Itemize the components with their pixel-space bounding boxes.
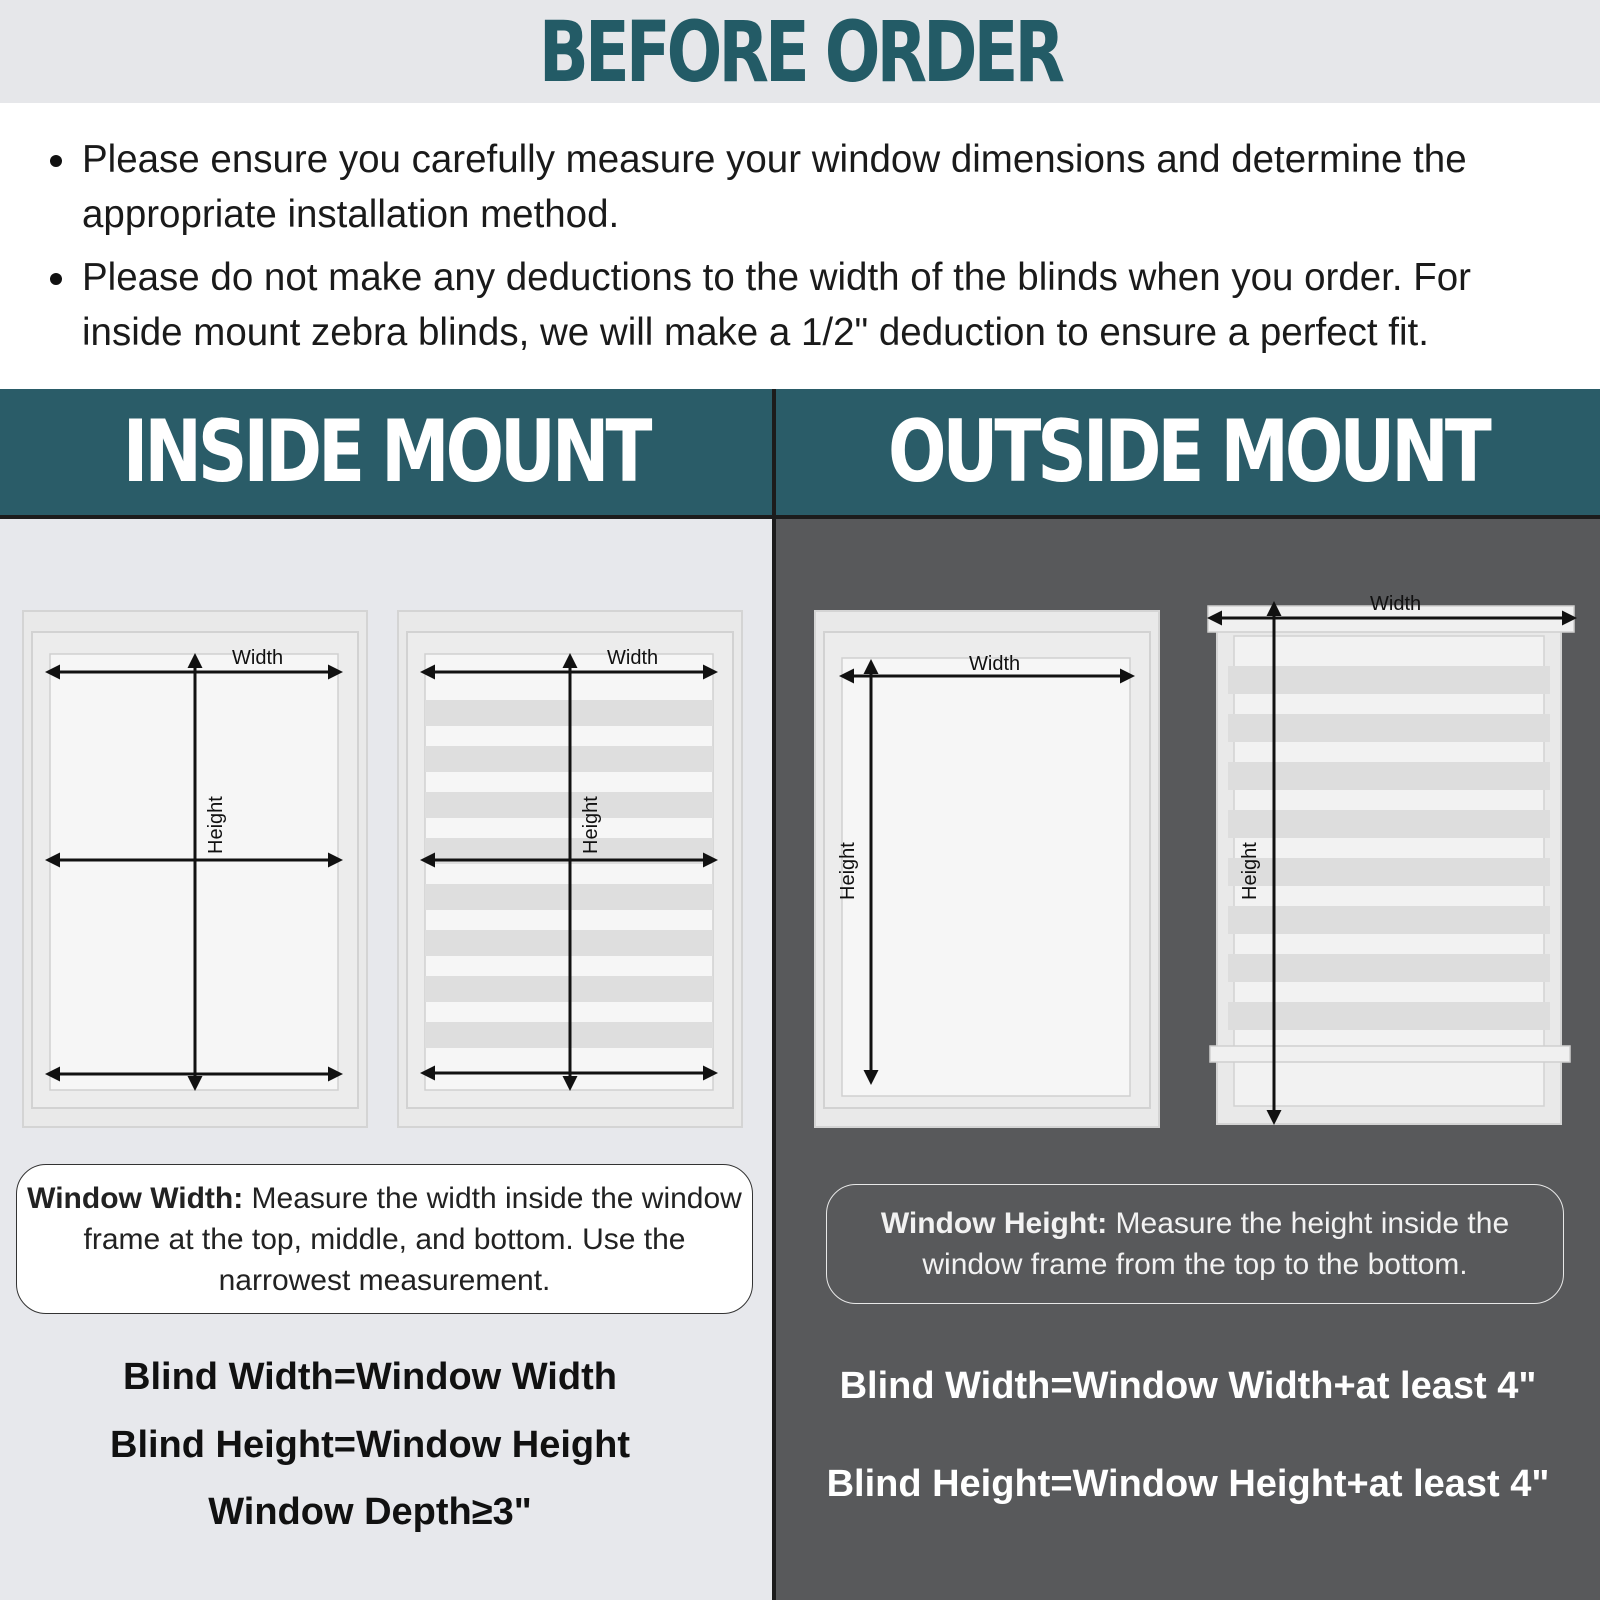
bullet-icon xyxy=(50,273,62,285)
width-label: Width xyxy=(969,653,1021,675)
list-item xyxy=(48,250,1568,360)
blind-slat xyxy=(1228,906,1550,934)
info-text: Measure the height inside the window frame from the top to the bottom. xyxy=(922,1207,1510,1281)
inside-mount-blind-diagram xyxy=(397,610,743,1128)
blind-slat xyxy=(1228,810,1550,838)
info-title: Window Width: xyxy=(27,1181,244,1215)
width-label: Width xyxy=(1370,593,1422,615)
bottom-rail xyxy=(1210,1046,1570,1062)
blind-slat xyxy=(1228,666,1550,694)
inside-mount-window-diagram xyxy=(22,610,368,1128)
blind-width-formula: Blind Width=Window Width xyxy=(123,1356,617,1398)
outside-mount-window-diagram xyxy=(814,610,1160,1128)
note-text: Please ensure you carefully measure your window dimensions and determine the appropriate installation method. xyxy=(82,138,1467,236)
height-label: Height xyxy=(837,842,859,900)
instruction-list xyxy=(48,132,1568,368)
blind-height-formula: Blind Height=Window Height xyxy=(110,1424,630,1466)
width-label: Width xyxy=(232,647,284,669)
blind-width-formula: Blind Width=Window Width+at least 4" xyxy=(839,1365,1537,1407)
info-title: Window Height: xyxy=(880,1207,1108,1240)
window-width-info xyxy=(16,1164,753,1314)
height-label: Height xyxy=(580,796,602,854)
bullet-icon xyxy=(50,155,62,167)
height-label: Height xyxy=(205,796,227,854)
blind-slat xyxy=(1228,762,1550,790)
blind-slat xyxy=(1228,858,1550,886)
blind-height-formula: Blind Height=Window Height+at least 4" xyxy=(826,1463,1550,1505)
window-depth-formula: Window Depth≥3" xyxy=(208,1491,532,1533)
divider xyxy=(0,515,1600,519)
list-item xyxy=(48,132,1568,242)
outside-mount-title: OUTSIDE MOUNT xyxy=(888,402,1488,502)
page-title: BEFORE ORDER xyxy=(538,2,1062,101)
outside-mount-blind-diagram xyxy=(1206,593,1580,1128)
inside-mount-title: INSIDE MOUNT xyxy=(123,402,649,502)
blind-slat xyxy=(1228,714,1550,742)
blind-slat xyxy=(1228,1002,1550,1030)
note-text: Please do not make any deductions to the width of the blinds when you order. For inside mount zebra blinds, we will make a 1/2" deduction to ensure a perfect fit. xyxy=(82,256,1471,354)
divider xyxy=(772,389,776,1600)
inside-mount-banner xyxy=(0,389,772,515)
height-label: Height xyxy=(1239,842,1261,900)
window-height-info xyxy=(826,1184,1564,1304)
info-text: Measure the width inside the window frame at the top, middle, and bottom. Use the narrowest measurement. xyxy=(83,1181,742,1297)
blind-slat xyxy=(1228,954,1550,982)
outside-mount-banner xyxy=(776,389,1600,515)
width-label: Width xyxy=(607,647,659,669)
